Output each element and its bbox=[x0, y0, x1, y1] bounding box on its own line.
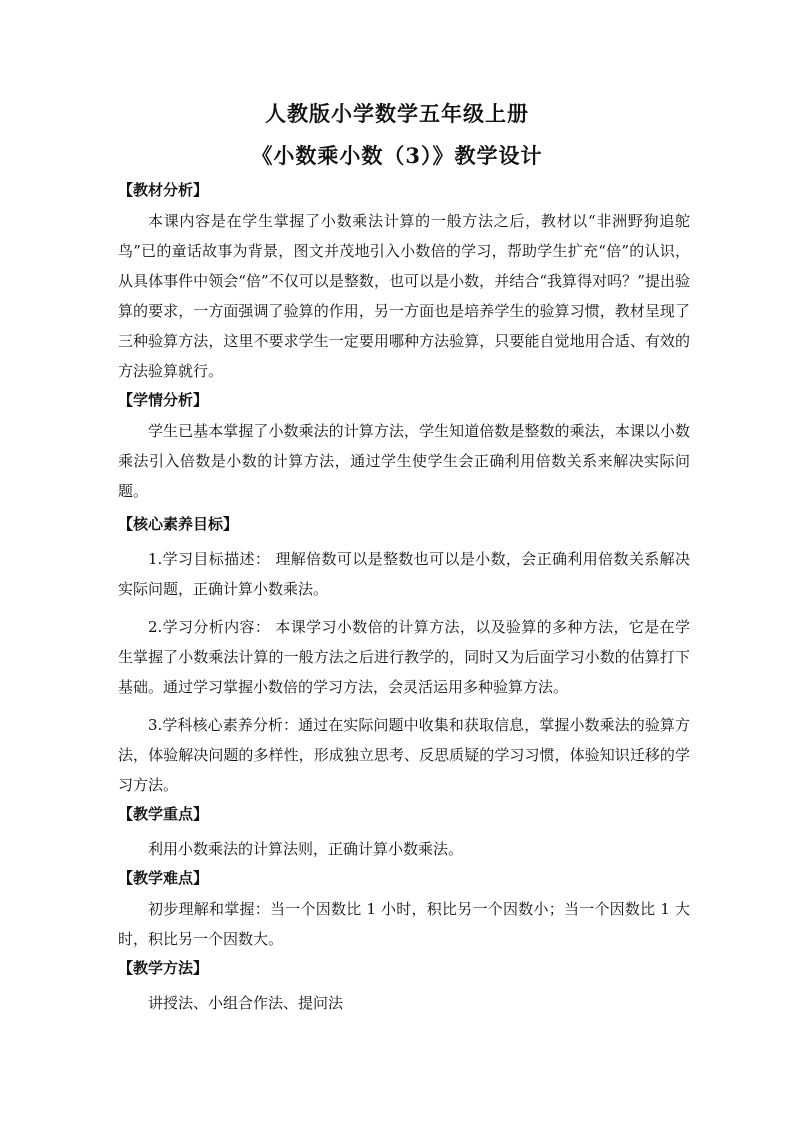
section-heading-textbook-analysis: 【教材分析】 bbox=[118, 181, 209, 199]
section-heading-key-points: 【教学重点】 bbox=[118, 805, 209, 823]
document-title: 人教版小学数学五年级上册 bbox=[265, 101, 529, 126]
section-paragraph: 3.学科核心素养分析：通过在实际问题中收集和获取信息，掌握小数乘法的验算方法，体验解决问题的多样性，形成独立思考、反思质疑的学习习惯，体验知识迁移的学习方法。 bbox=[118, 716, 690, 794]
section-paragraph: 初步理解和掌握：当一个因数比 1 小时，积比另一个因数小；当一个因数比 1 大时，积比另一个因数大。 bbox=[118, 900, 690, 948]
section-heading-difficulties: 【教学难点】 bbox=[118, 869, 209, 887]
section-paragraph: 学生已基本掌握了小数乘法的计算方法，学生知道倍数是整数的乘法，本课以小数乘法引入倍数是小数的计算方法，通过学生使学生会正确利用倍数关系来解决实际问题。 bbox=[118, 422, 690, 500]
section-paragraph: 利用小数乘法的计算法则，正确计算小数乘法。 bbox=[148, 840, 464, 858]
section-paragraph: 2.学习分析内容： 本课学习小数倍的计算方法，以及验算的多种方法，它是在学生掌握了小数乘法计算的一般方法之后进行教学的，同时又为后面学习小数的估算打下基础。通过学习掌握小数倍的学习方法，会灵活运用多种验算方法。 bbox=[118, 618, 690, 696]
section-heading-teaching-methods: 【教学方法】 bbox=[118, 959, 209, 977]
document-subtitle: 《小数乘小数（3）》教学设计 bbox=[251, 143, 543, 168]
section-heading-student-analysis: 【学情分析】 bbox=[118, 391, 209, 409]
section-paragraph: 1.学习目标描述： 理解倍数可以是整数也可以是小数，会正确利用倍数关系解决实际问题，正确计算小数乘法。 bbox=[118, 550, 690, 598]
document-body bbox=[118, 176, 690, 1018]
section-paragraph: 本课内容是在学生掌握了小数乘法计算的一般方法之后，教材以“非洲野狗追鸵鸟”已的童话故事为背景，图文并茂地引入小数倍的学习，帮助学生扩充“倍”的认识，从具体事件中领会“倍”不仅可以是整数，也可以是小数，并结合“我算得对吗？”提出验算的要求，一方面强调了验算的作用，另一方面也是培养学生的验算习惯，教材呈现了三种验算方法，这里不要求学生一定要用哪种方法验算，只要能自觉地用合适、有效的方法验算就行。 bbox=[118, 212, 690, 380]
section-paragraph: 讲授法、小组合作法、提问法 bbox=[148, 994, 344, 1012]
section-heading-core-goals: 【核心素养目标】 bbox=[118, 515, 239, 533]
